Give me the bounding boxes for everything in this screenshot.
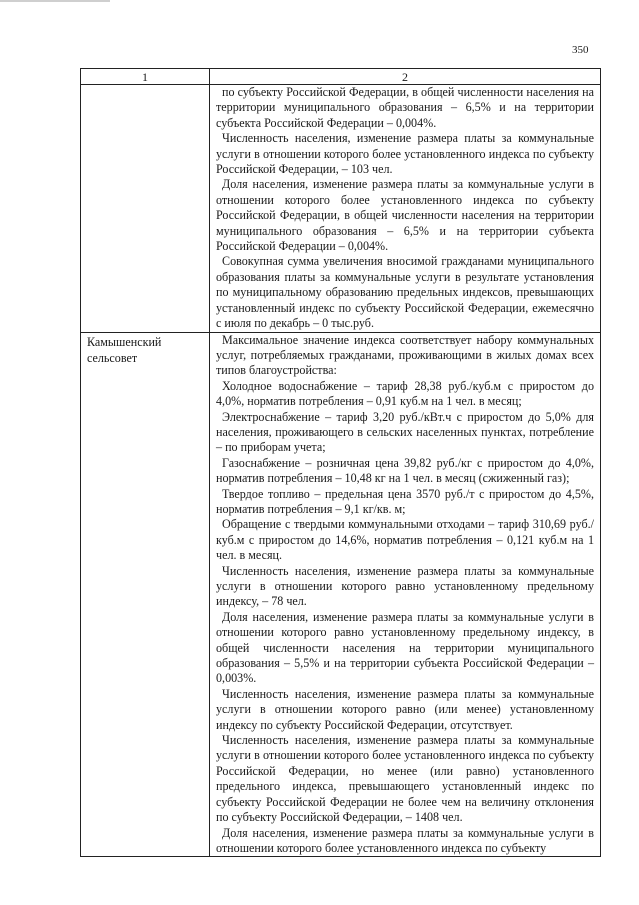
paragraph: Совокупная сумма увеличения вносимой гражданами муниципального образования платы за коммунальные услуги в результате установления по муниципальному образованию предельных индексов, превышающих установленный индекс по субъекту Российской Федерации, ежемесячно с июля по декабрь – 0 тыс.руб. [216, 254, 594, 331]
paragraph: по субъекту Российской Федерации, в общей численности населения на территории муниципального образования – 6,5% и на территории субъекта Российской Федерации – 0,004%. [216, 85, 594, 130]
paragraph: Твердое топливо – предельная цена 3570 руб./т с приростом до 4,5%, норматив потребления – 9,1 кг/кв. м; [216, 486, 594, 516]
scan-edge-mark [0, 0, 110, 2]
description-cell [210, 332, 601, 857]
paragraph: Холодное водоснабжение – тариф 28,38 руб./куб.м с приростом до 4,0%, норматив потребления – 0,91 куб.м на 1 чел. в месяц; [216, 378, 594, 409]
paragraph: Максимальное значение индекса соответствует набору коммунальных услуг, потребляемых гражданами, проживающими в жилых домах всех типов благоустройства: [216, 332, 594, 378]
table-header-row [81, 69, 601, 85]
paragraph: Электроснабжение – тариф 3,20 руб./кВт.ч с приростом до 5,0% для населения, проживающего в сельских населенных пунктах, потребление – по приборам учета; [216, 409, 594, 455]
paragraph: Численность населения, изменение размера платы за коммунальные услуги в отношении которого более установленного индекса по субъекту Российской Федерации, – 103 чел. [216, 131, 594, 177]
description-cell [210, 85, 601, 333]
paragraph: Доля населения, изменение размера платы за коммунальные услуги в отношении которого равно установленному предельному индексу, в общей численности населения на территории муниципального образования – 5,5% и на территории субъекта Российской Федерации – 0,003%. [216, 609, 594, 686]
paragraph: Доля населения, изменение размера платы за коммунальные услуги в отношении которого более установленного индекса по субъекту [216, 825, 594, 855]
municipality-name: Камышенский сельсовет [87, 334, 162, 365]
paragraph: Доля населения, изменение размера платы за коммунальные услуги в отношении которого более установленного индекса по субъекту Российской Федерации, в общей численности населения на территории муниципального образования – 6,5% и на территории субъекта Российской Федерации – 0,004%. [216, 177, 594, 254]
municipality-cell [81, 85, 210, 333]
paragraph: Численность населения, изменение размера платы за коммунальные услуги в отношении которого равно (или менее) установленному индексу по субъекту Российской Федерации, отсутствует. [216, 686, 594, 732]
page-number: 350 [572, 44, 589, 56]
tariff-table [80, 68, 601, 857]
municipality-cell [81, 332, 210, 857]
table-row [81, 332, 601, 857]
table-row [81, 85, 601, 333]
paragraph: Газоснабжение – розничная цена 39,82 руб./кг с приростом до 4,0%, норматив потребления – 10,48 кг на 1 чел. в месяц (сжиженный газ); [216, 455, 594, 486]
column-header-1: 1 [81, 69, 210, 85]
paragraph: Обращение с твердыми коммунальными отходами – тариф 310,69 руб./куб.м с приростом до 14,6%, норматив потребления – 0,121 куб.м на 1 чел. в месяц. [216, 517, 594, 563]
column-header-2: 2 [210, 69, 601, 85]
paragraph: Численность населения, изменение размера платы за коммунальные услуги в отношении которого равно установленному предельному индексу, – 78 чел. [216, 563, 594, 609]
paragraph: Численность населения, изменение размера платы за коммунальные услуги в отношении которого более установленного индекса по субъекту Российской Федерации, но менее (или равно) установленного предельного индекса, превышающего установленный индекс по субъекту Российской Федерации не более чем на величину отклонения по субъекту Российской Федерации, – 1408 чел. [216, 733, 594, 825]
